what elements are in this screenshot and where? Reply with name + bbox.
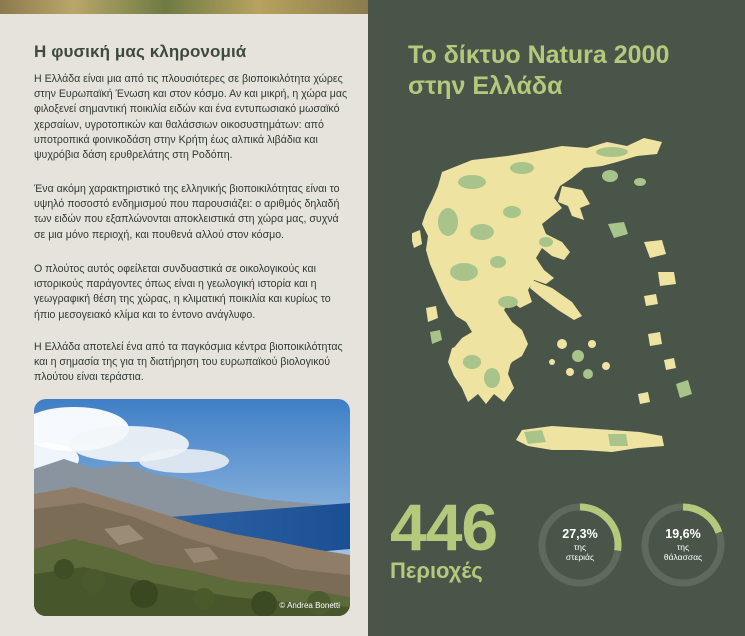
landscape-photo [34, 399, 350, 616]
panel-title-line1: Το δίκτυο Natura 2000 [408, 41, 670, 69]
map-evia [530, 280, 582, 320]
sites-count: 446 [390, 490, 498, 564]
land-coverage-ring [535, 500, 625, 590]
sites-label: Περιοχές [390, 558, 483, 583]
panel-title-line2: στην Ελλάδα [408, 72, 563, 100]
natura-2000-panel [368, 0, 745, 636]
natural-heritage-section [0, 14, 368, 636]
decorative-top-strip [0, 0, 368, 14]
sea-label-line1: της [676, 542, 690, 552]
paragraph: Η Ελλάδα είναι μια από τις πλουσιότερες σε βιοποικιλότητα χώρες στην Ευρωπαϊκή Ένωση και στον κόσμο. Αν και μικρή, η χώρα μας φιλοξενεί σημαντική ποικιλία ειδών και ένα εντυπωσιακό μωσαϊκό χερσαίων, υγροτοπικών και θαλάσσιων οικοσυστημάτων: από υποτροπικά φοινικοδάση στην Κρήτη έως αλπικά λιβάδια και ψυχρόβια δάση ερυθρελάτης στη Ροδόπη. [34, 73, 348, 162]
sea-percent: 19,6% [665, 527, 701, 541]
sea-label-line2: θάλασσας [663, 552, 703, 562]
section-heading: Η φυσική μας κληρονομιά [34, 42, 247, 61]
panel-title [408, 40, 669, 102]
land-label-line1: της [573, 542, 587, 552]
paragraph: Ένα ακόμη χαρακτηριστικό της ελληνικής βιοποικιλότητας είναι το υψηλό ποσοστό ενδημισμού που παρουσιάζει: ο αριθμός δηλαδή των ειδών που εξαπλώνονται αποκλειστικά στη χώρα μας, συχνά σε μια μόνο περιοχή, και πουθενά αλλού στον κόσμο. [34, 183, 340, 241]
sea-coverage-ring [638, 500, 728, 590]
greece-natura-map [412, 112, 702, 482]
paragraph: Η Ελλάδα αποτελεί ένα από τα παγκόσμια κέντρα βιοποικιλότητας και η σημασία της για τη διατήρηση του ευρωπαϊκού βιολογικού πλούτου είναι τεράστια. [34, 341, 343, 384]
paragraph: Ο πλούτος αυτός οφείλεται συνδυαστικά σε οικολογικούς και ιστορικούς παράγοντες όπως είναι η γεωλογική ιστορία και η γεωγραφική θέση της χώρας, η κλιματική ποικιλία και κυρίως το ήπιο μεσογειακό κλίμα και το έντονο ανάγλυφο. [34, 263, 331, 321]
map-chalkidiki [558, 186, 590, 220]
photo-credit: © Andrea Bonetti [279, 601, 340, 610]
land-percent: 27,3% [562, 527, 598, 541]
land-label-line2: στεριάς [565, 552, 595, 562]
